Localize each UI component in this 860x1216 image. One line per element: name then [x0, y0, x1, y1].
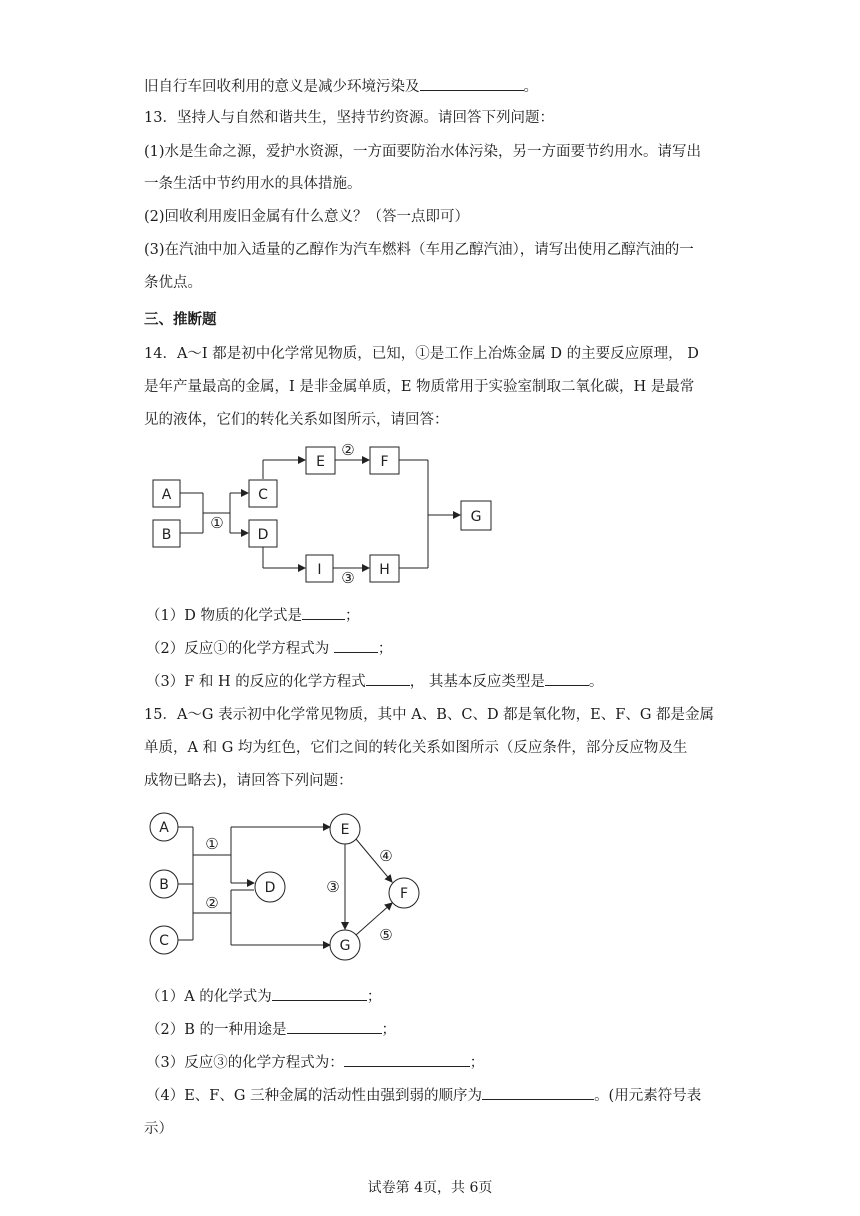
- q15-node-b: B: [159, 877, 169, 893]
- q14-sub1-blank[interactable]: [302, 605, 345, 620]
- q15-node-f: F: [399, 886, 409, 902]
- q14-sub2: [146, 638, 392, 659]
- q14-stem-line3: 见的液体，它们的转化关系如图所示，请回答：: [144, 412, 449, 428]
- q14-sub3: [146, 671, 603, 692]
- q14-stem-line1: 14．A～I 都是初中化学常见物质，已知，①是工作上冶炼金属 D 的主要反应原理， D: [144, 346, 699, 362]
- q14-node-b: B: [161, 527, 172, 543]
- q15-label-r1: ①: [205, 835, 219, 853]
- q14-label-r3: ③: [341, 569, 355, 587]
- q13-stem: 13．坚持人与自然和谐共生，坚持节约资源。请回答下列问题：: [144, 110, 554, 126]
- q15-sub3-blank[interactable]: [344, 1052, 470, 1067]
- q14-node-f: F: [380, 454, 389, 470]
- section-title: 三、推断题: [144, 311, 217, 328]
- q15-sub2-blank[interactable]: [287, 1019, 382, 1034]
- q14-node-i: I: [317, 562, 322, 578]
- q13-part3-line2: 条优点。: [144, 275, 202, 291]
- q13-part3-line1: (3)在汽油中加入适量的乙醇作为汽车燃料（车用乙醇汽油），请写出使用乙醇汽油的一: [144, 242, 694, 258]
- q14-sub3-text: （3）F 和 H 的反应的化学方程式: [146, 674, 366, 690]
- q13-part2: (2)回收利用废旧金属有什么意义？（答一点即可）: [144, 209, 470, 225]
- q14-node-h: H: [379, 562, 390, 578]
- q15-sub4-blank[interactable]: [482, 1085, 594, 1100]
- q12-tail-line: [144, 76, 538, 97]
- q14-sub1: [146, 605, 359, 626]
- q12-tail-end: 。: [523, 79, 538, 95]
- q13-part1-line1: (1)水是生命之源，爱护水资源，一方面要防治水体污染，另一方面要节约用水。请写出: [144, 144, 702, 160]
- q15-sub3: [146, 1052, 484, 1073]
- q14-sub1-text: （1）D 物质的化学式是: [146, 608, 302, 624]
- page-footer: 试卷第 4页，共 6页: [367, 1180, 493, 1196]
- q15-node-d: D: [264, 880, 276, 896]
- q14-node-c: C: [258, 487, 268, 503]
- q15-sub1-end: ；: [366, 989, 382, 1005]
- q15-stem-line3: 成物已略去)，请回答下列问题：: [144, 773, 353, 789]
- q15-sub4-text: （4）E、F、G 三种金属的活动性由强到弱的顺序为: [146, 1088, 483, 1104]
- q15-node-e: E: [340, 822, 350, 838]
- q14-label-r1: ①: [210, 514, 224, 532]
- q15-node-a: A: [159, 820, 169, 836]
- q14-node-g: G: [470, 509, 482, 525]
- q15-sub3-text: （3）反应③的化学方程式为：: [146, 1055, 344, 1071]
- q14-sub3-blank1[interactable]: [366, 671, 410, 686]
- q14-node-a: A: [161, 487, 172, 503]
- q15-label-r4: ④: [379, 847, 393, 865]
- q14-sub2-text: （2）反应①的化学方程式为: [146, 641, 334, 657]
- q15-label-r2: ②: [205, 894, 219, 912]
- q15-node-c: C: [159, 933, 169, 949]
- q14-sub3-end: 。: [588, 674, 604, 690]
- q15-sub2-text: （2）B 的一种用途是: [146, 1022, 287, 1038]
- q14-sub2-blank[interactable]: [334, 638, 378, 653]
- q15-sub3-end: ；: [469, 1055, 485, 1071]
- q14-node-d: D: [257, 527, 269, 543]
- q15-sub4: [146, 1085, 701, 1106]
- q15-stem-line1: 15．A～G 表示初中化学常见物质，其中 A、B、C、D 都是氧化物，E、F、G 都是金属: [144, 707, 715, 723]
- q15-diagram: [0, 805, 860, 975]
- q15-sub2-end: ；: [381, 1022, 396, 1038]
- q15-node-g: G: [339, 938, 351, 954]
- q14-stem-line2: 是年产量最高的金属，I 是非金属单质，E 物质常用于实验室制取二氧化碳，H 是最常: [144, 379, 695, 395]
- q15-sub4-line2: 示）: [144, 1121, 173, 1137]
- q14-diagram: [0, 440, 860, 590]
- q15-sub4-end: 。(用元素符号表: [594, 1088, 702, 1104]
- q14-label-r2: ②: [341, 441, 355, 459]
- q15-sub1-text: （1）A 的化学式为: [146, 989, 272, 1005]
- q15-stem-line2: 单质，A 和 G 均为红色，它们之间的转化关系如图所示（反应条件，部分反应物及生: [144, 740, 688, 756]
- q15-sub1: [146, 986, 381, 1007]
- q14-sub3-mid: ， 其基本反应类型是: [409, 674, 545, 690]
- q13-part1-line2: 一条生活中节约用水的具体措施。: [144, 176, 362, 192]
- q14-node-e: E: [316, 454, 325, 470]
- q12-tail-text: 旧自行车回收利用的意义是减少环境污染及: [144, 79, 420, 95]
- q15-label-r5: ⑤: [379, 926, 393, 944]
- q14-sub2-end: ；: [377, 641, 393, 657]
- q14-sub1-end: ；: [344, 608, 360, 624]
- q15-label-r3: ③: [326, 878, 340, 896]
- q15-sub2: [146, 1019, 396, 1040]
- q15-sub1-blank[interactable]: [272, 986, 367, 1001]
- q14-sub3-blank2[interactable]: [545, 671, 589, 686]
- q12-answer-blank[interactable]: [420, 76, 524, 91]
